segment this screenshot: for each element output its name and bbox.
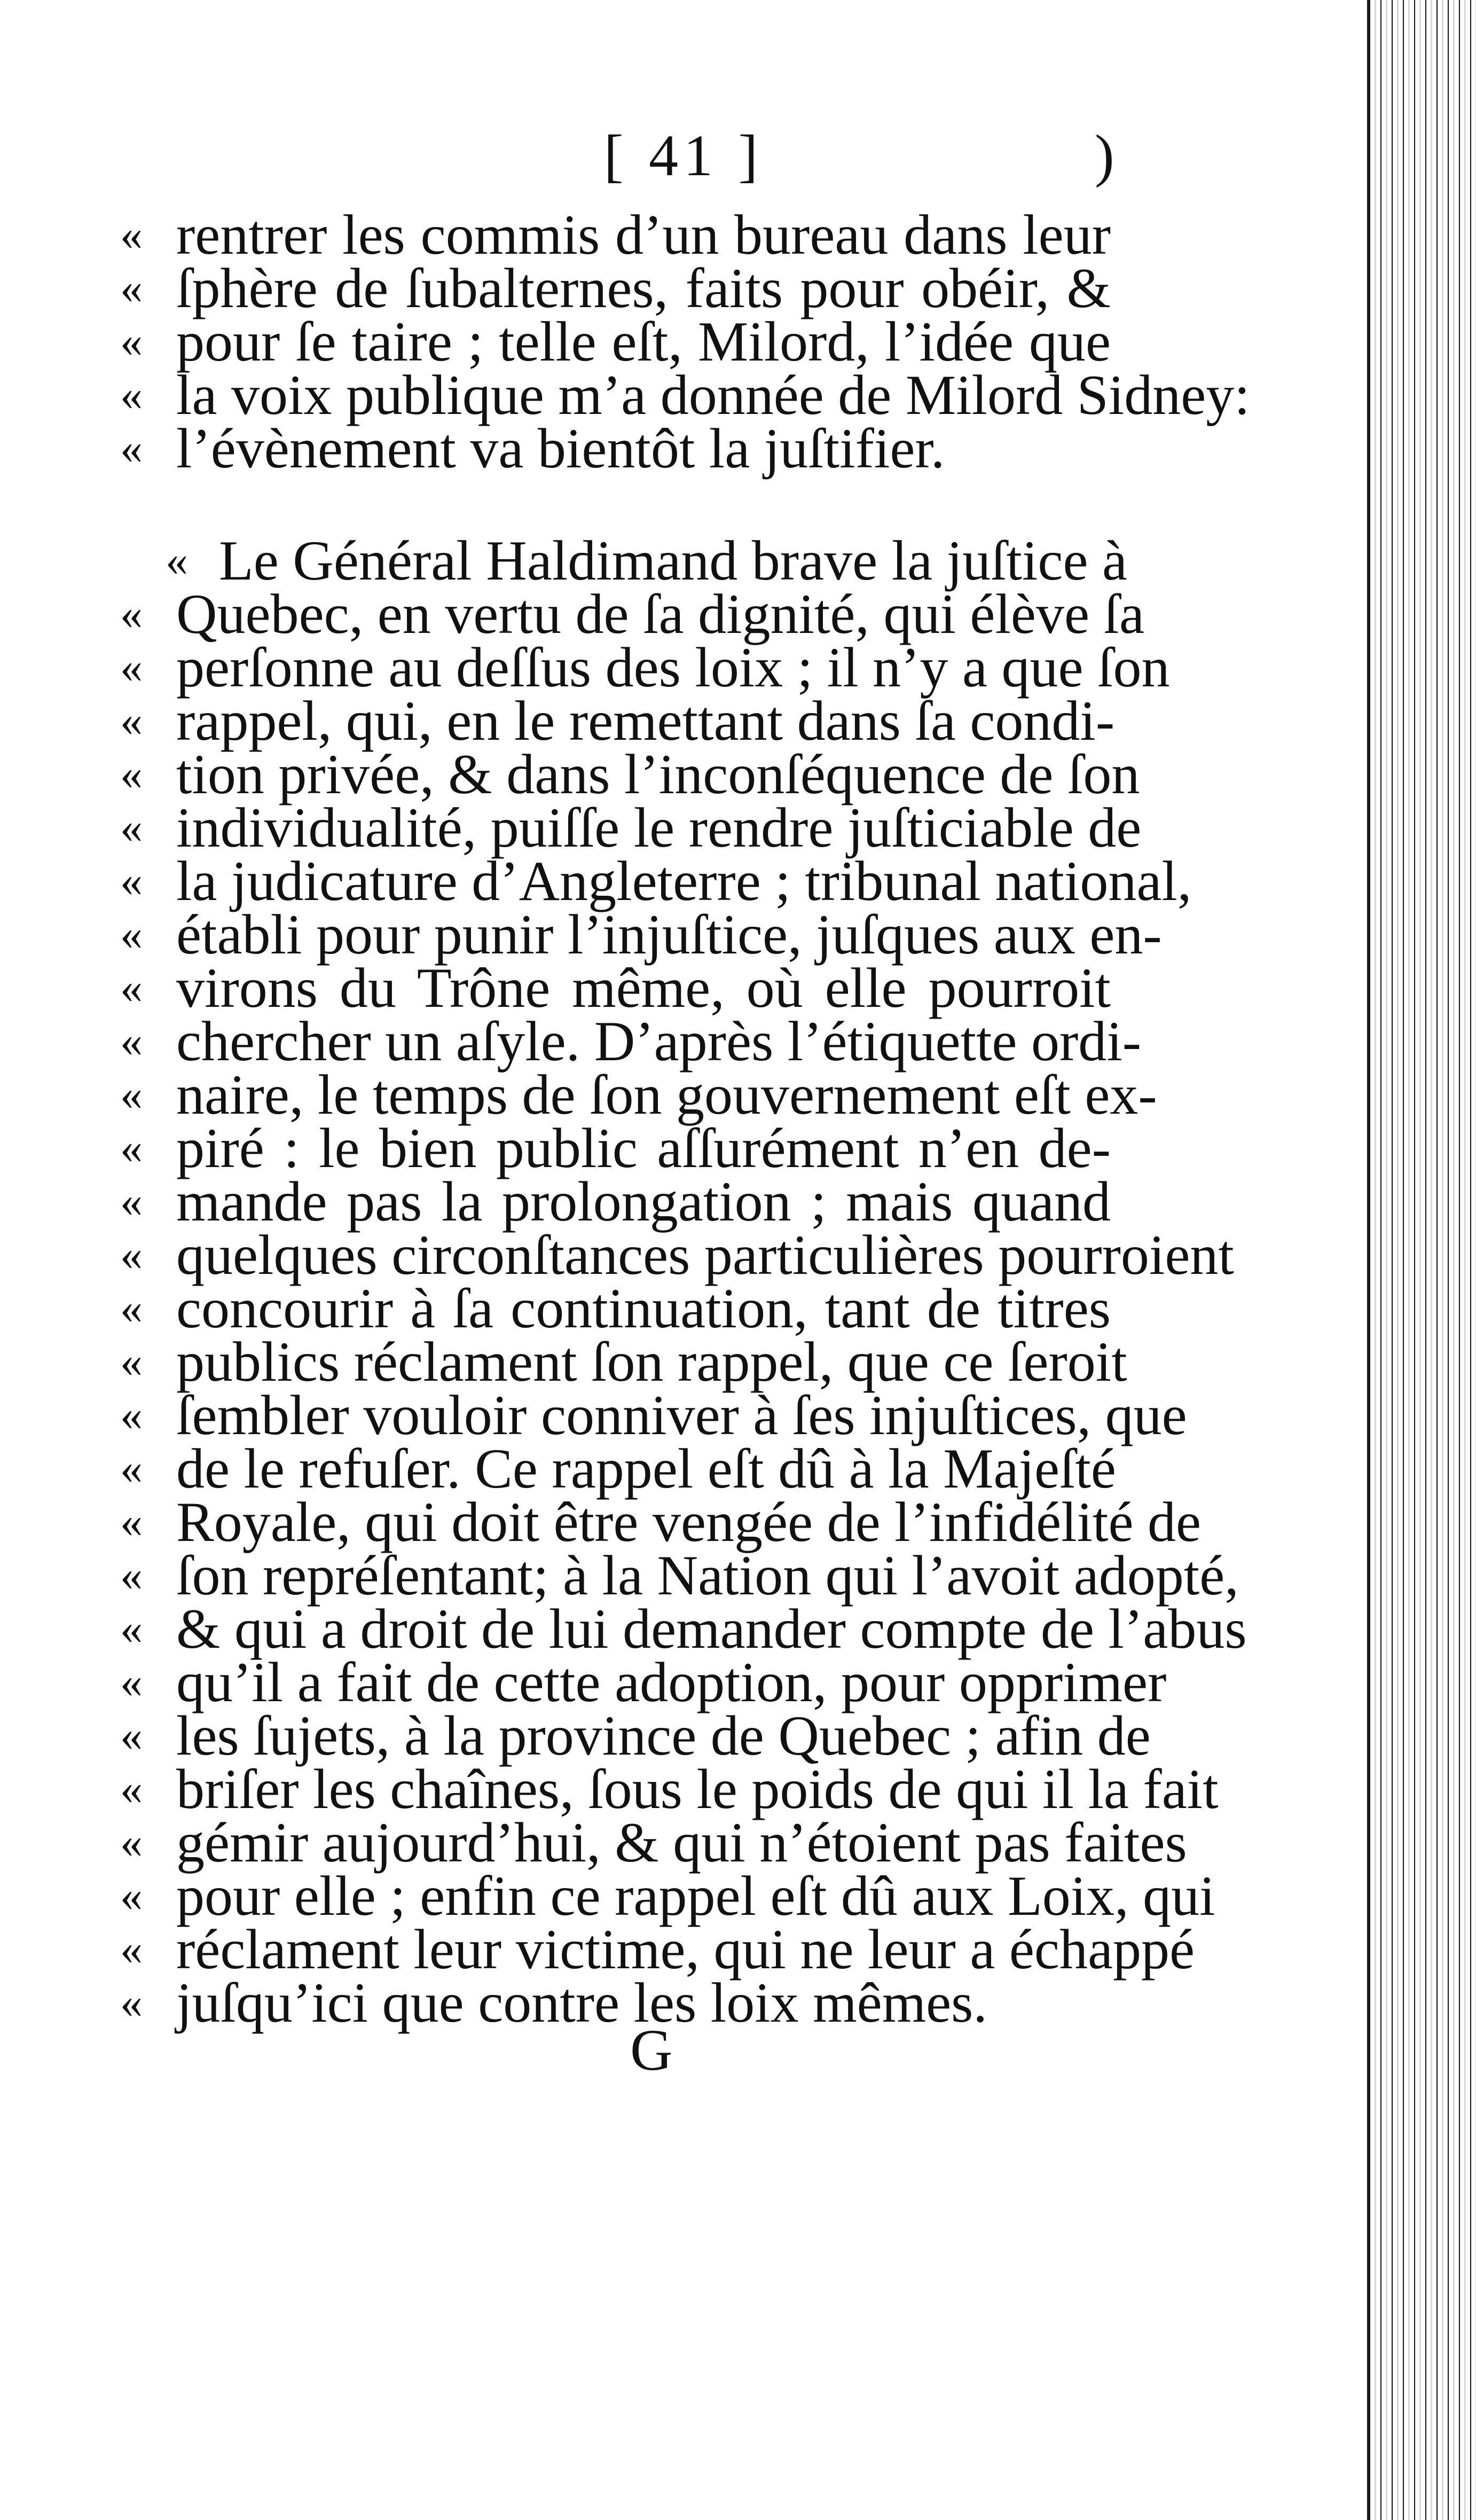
line-text: individualité, puiſſe le rendre juſticiable de [176, 796, 1142, 859]
line-text: de le refuſer. Ce rappel eſt dû à la Majeſté [176, 1437, 1116, 1500]
quote-mark: « [120, 963, 143, 1013]
text-line [0, 1651, 1367, 1713]
text-line [0, 1918, 1367, 1981]
quote-mark: « [120, 1924, 143, 1974]
quote-mark: « [120, 856, 143, 906]
text-line [0, 1063, 1367, 1126]
quote-mark: « [120, 1016, 143, 1066]
line-text: Le Général Haldimand brave la juſtice à [219, 529, 1128, 592]
text-line [0, 1010, 1367, 1073]
line-text: rentrer les commis d’un bureau dans leur [176, 204, 1111, 266]
text-line [0, 257, 1367, 319]
signature-mark: G [630, 2017, 673, 2083]
line-text: concourir à ſa continuation, tant de titres [176, 1277, 1111, 1340]
paragraph-1 [0, 204, 1367, 480]
quote-mark: « [120, 803, 143, 852]
text-line [0, 1224, 1367, 1286]
line-text: rappel, qui, en le remettant dans ſa condi- [176, 690, 1115, 752]
text-line [0, 1331, 1367, 1393]
line-text: Quebec, en vertu de ſa dignité, qui élève ſa [176, 583, 1145, 645]
corner-mark: ) [1095, 123, 1120, 188]
line-text: pour elle ; enfin ce rappel eſt dû aux Loix, qui [176, 1865, 1215, 1927]
text-line [0, 417, 1367, 480]
line-text: ſon repréſentant; à la Nation qui l’avoit adopté, [176, 1544, 1239, 1607]
quote-mark: « [120, 1123, 143, 1173]
line-text: gémir aujourd’hui, & qui n’étoient pas faites [176, 1811, 1187, 1874]
text-line [0, 583, 1367, 645]
page-number: [ 41 ] [603, 123, 764, 188]
quote-mark: « [120, 370, 143, 420]
quote-mark: « [120, 1070, 143, 1120]
quote-mark: « [120, 1764, 143, 1814]
line-text: les ſujets, à la province de Quebec ; afin de [176, 1704, 1151, 1767]
quote-mark: « [120, 696, 143, 746]
line-text: publics réclament ſon rappel, que ce ſeroit [176, 1331, 1127, 1393]
paragraph-2 [0, 529, 1367, 2034]
text-line [0, 903, 1367, 966]
line-text: pour ſe taire ; telle eſt, Milord, l’idée que [176, 310, 1111, 373]
quote-mark: « [120, 643, 143, 692]
quote-mark: « [120, 1978, 143, 2028]
quote-mark: « [120, 749, 143, 799]
line-text: la voix publique m’a donnée de Milord Sidney: [176, 364, 1250, 426]
page-header [0, 122, 1367, 190]
line-text: la judicature d’Angleterre ; tribunal national, [176, 850, 1192, 912]
text-line [0, 204, 1367, 266]
text-line [0, 850, 1367, 912]
quote-mark: « [120, 1284, 143, 1333]
text-line [0, 636, 1367, 699]
text-line [0, 310, 1367, 373]
line-text: ſembler vouloir conniver à ſes injuſtices, que [176, 1384, 1187, 1446]
quote-mark: « [120, 1177, 143, 1226]
line-text: juſqu’ici que contre les loix mêmes. [176, 1971, 987, 2034]
text-line [0, 364, 1367, 426]
quote-mark: « [120, 1711, 143, 1760]
text-line [0, 1277, 1367, 1340]
text-line [0, 1437, 1367, 1500]
quote-mark: « [120, 1604, 143, 1654]
line-text: chercher un aſyle. D’après l’étiquette ordi- [176, 1010, 1142, 1073]
quote-mark: « [120, 210, 143, 260]
text-line [0, 1170, 1367, 1233]
quote-mark: « [120, 589, 143, 639]
quote-mark: « [120, 424, 143, 473]
line-text: piré : le bien public aſſurément n’en de- [176, 1117, 1111, 1179]
line-text: virons du Trône même, où elle pourroit [176, 957, 1111, 1019]
quote-mark: « [120, 910, 143, 959]
text-line [0, 1758, 1367, 1820]
text-line [0, 1491, 1367, 1553]
text-line [0, 743, 1367, 805]
line-text: perſonne au deſſus des loix ; il n’y a que ſon [176, 636, 1170, 699]
quote-mark: « [120, 1551, 143, 1600]
book-page-edges [1370, 0, 1476, 2520]
quote-mark: « [120, 1390, 143, 1440]
text-line [0, 1971, 1367, 2034]
quote-mark: « [120, 1444, 143, 1493]
line-text: tion privée, & dans l’inconſéquence de ſon [176, 743, 1140, 805]
quote-mark: « [120, 1497, 143, 1547]
quote-mark: « [120, 1657, 143, 1707]
text-line [0, 1811, 1367, 1874]
quote-mark: « [120, 1818, 143, 1867]
line-text: mande pas la prolongation ; mais quand [176, 1170, 1111, 1233]
line-text: Royale, qui doit être vengée de l’infidélité de [176, 1491, 1202, 1553]
line-text: établi pour punir l’injuſtice, juſques aux en- [176, 903, 1162, 966]
text-line [0, 1117, 1367, 1179]
line-text: réclament leur victime, qui ne leur a échappé [176, 1918, 1195, 1981]
line-text: briſer les chaînes, ſous le poids de qui il la fait [176, 1758, 1219, 1820]
text-line [0, 957, 1367, 1019]
quote-mark: « [120, 1230, 143, 1280]
line-text: ſphère de ſubalternes, faits pour obéir, & [176, 257, 1111, 319]
text-line [0, 1865, 1367, 1927]
text-line [0, 529, 1367, 592]
text-line [0, 690, 1367, 752]
text-line [0, 1598, 1367, 1660]
text-line [0, 796, 1367, 859]
quote-mark: « [120, 263, 143, 313]
line-text: l’évènement va bientôt la juſtifier. [176, 417, 945, 480]
quote-mark: « [120, 317, 143, 366]
quote-mark: « [120, 1871, 143, 1921]
line-text: & qui a droit de lui demander compte de l’abus [176, 1598, 1247, 1660]
text-line [0, 1544, 1367, 1607]
line-text: naire, le temps de ſon gouvernement eſt ex- [176, 1063, 1157, 1126]
text-line [0, 1384, 1367, 1446]
line-text: quelques circonſtances particulières pourroient [176, 1224, 1234, 1286]
quote-mark: « [166, 536, 188, 585]
line-text: qu’il a fait de cette adoption, pour opprimer [176, 1651, 1167, 1713]
text-line [0, 1704, 1367, 1767]
quote-mark: « [120, 1337, 143, 1387]
